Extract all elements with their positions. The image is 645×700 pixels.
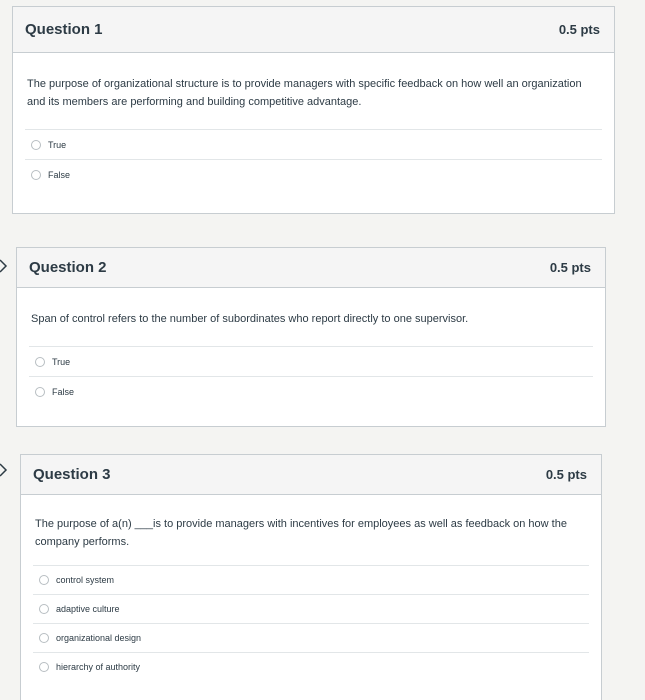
question-header (21, 455, 601, 495)
question-text: The purpose of a(n) ___is to provide managers with incentives for employees as well as feedback on how the company performs. (35, 518, 567, 548)
question-header (13, 7, 614, 53)
answer-label[interactable]: hierarchy of authority (56, 662, 141, 672)
answer-option[interactable] (33, 623, 589, 652)
question-title: Question 1 (25, 21, 103, 38)
question-2-flag-marker-icon[interactable] (0, 259, 10, 273)
question-text: The purpose of organizational structure is to provide managers with specific feedback on how well an organization and its members are performing and building competitive advantage. (27, 78, 582, 108)
answer-label[interactable]: adaptive culture (56, 604, 120, 614)
question-title: Question 3 (33, 466, 111, 483)
question-points: 0.5 pts (549, 260, 591, 275)
answer-label[interactable]: True (48, 139, 67, 150)
question-text: Span of control refers to the number of subordinates who report directly to one supervisor. (31, 313, 469, 325)
answer-label[interactable]: control system (56, 575, 115, 585)
question-header (17, 248, 605, 288)
radio-button-icon[interactable] (39, 575, 49, 585)
radio-button-icon[interactable] (39, 604, 49, 614)
answer-option[interactable] (25, 159, 602, 189)
answer-option[interactable] (25, 129, 602, 159)
radio-button-icon[interactable] (35, 357, 45, 367)
answer-label[interactable]: organizational design (56, 633, 142, 643)
answer-list (29, 346, 593, 406)
answer-option[interactable] (33, 652, 589, 681)
question-3-flag-marker-icon[interactable] (0, 463, 10, 477)
question-1-card (12, 6, 615, 214)
answer-list (33, 565, 589, 681)
answer-list (25, 129, 602, 189)
answer-option[interactable] (33, 594, 589, 623)
answer-option[interactable] (29, 346, 593, 376)
answer-label[interactable]: True (52, 356, 71, 367)
radio-button-icon[interactable] (31, 140, 41, 150)
question-title: Question 2 (29, 259, 107, 276)
answer-option[interactable] (29, 376, 593, 406)
radio-button-icon[interactable] (39, 662, 49, 672)
question-3-card (20, 454, 602, 700)
answer-label[interactable]: False (52, 386, 75, 397)
radio-button-icon[interactable] (31, 170, 41, 180)
radio-button-icon[interactable] (39, 633, 49, 643)
answer-option[interactable] (33, 565, 589, 594)
question-points: 0.5 pts (545, 467, 587, 482)
radio-button-icon[interactable] (35, 387, 45, 397)
answer-label[interactable]: False (48, 169, 71, 180)
question-2-card (16, 247, 606, 427)
question-points: 0.5 pts (558, 22, 600, 37)
